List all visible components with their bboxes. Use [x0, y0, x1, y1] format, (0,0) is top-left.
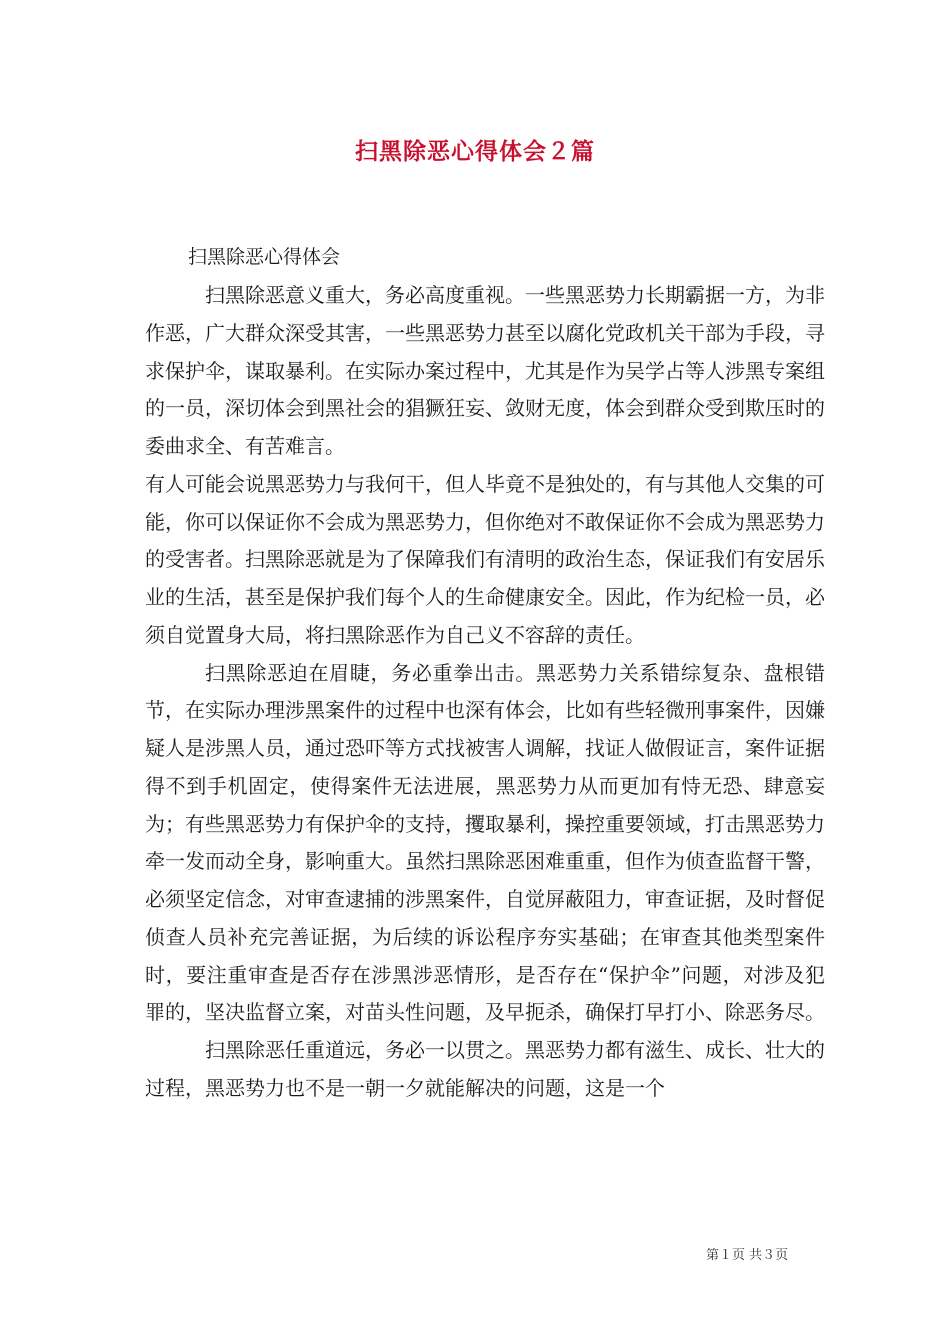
- page-number-footer: 第１页 共３页: [706, 1248, 789, 1263]
- paragraph-1: 扫黑除恶意义重大，务必高度重视。一些黑恶势力长期霸据一方，为非作恶，广大群众深受其害，一些黑恶势力甚至以腐化党政机关干部为手段，寻求保护伞，谋取暴利。在实际办案过程中，尤其是作为吴学占等人涉黑专案组的一员，深切体会到黑社会的猖獗狂妄、敛财无度，体会到群众受到欺压时的委曲求全、有苦难言。: [145, 283, 825, 458]
- document-body: [145, 277, 825, 1108]
- section-subheading: 扫黑除恶心得体会: [188, 246, 341, 268]
- document-title: 扫黑除恶心得体会２篇: [355, 138, 595, 165]
- paragraph-3: 扫黑除恶迫在眉睫，务必重拳出击。黑恶势力关系错综复杂、盘根错节，在实际办理涉黑案件的过程中也深有体会，比如有些轻微刑事案件，因嫌疑人是涉黑人员，通过恐吓等方式找被害人调解，找证人做假证言，案件证据得不到手机固定，使得案件无法进展，黑恶势力从而更加有恃无恐、肆意妄为；有些黑恶势力有保护伞的支持，攫取暴利，操控重要领域，打击黑恶势力牵一发而动全身，影响重大。虽然扫黑除恶困难重重，但作为侦查监督干警，必须坚定信念，对审查逮捕的涉黑案件，自觉屏蔽阻力，审查证据，及时督促侦查人员补充完善证据，为后续的诉讼程序夯实基础；在审查其他类型案件时，要注重审查是否存在涉黑涉恶情形，是否存在“保护伞”问题，对涉及犯罪的，坚决监督立案，对苗头性问题，及早扼杀，确保打早打小、除恶务尽。: [145, 660, 825, 1025]
- paragraph-4: 扫黑除恶任重道远，务必一以贯之。黑恶势力都有滋生、成长、壮大的过程，黑恶势力也不是一朝一夕就能解决的问题，这是一个: [145, 1038, 825, 1100]
- paragraph-2: 有人可能会说黑恶势力与我何干，但人毕竟不是独处的，有与其他人交集的可能，你可以保证你不会成为黑恶势力，但你绝对不敢保证你不会成为黑恶势力的受害者。扫黑除恶就是为了保障我们有清明的政治生态，保证我们有安居乐业的生活，甚至是保护我们每个人的生命健康安全。因此，作为纪检一员，必须自觉置身大局，将扫黑除恶作为自己义不容辞的责任。: [145, 471, 825, 647]
